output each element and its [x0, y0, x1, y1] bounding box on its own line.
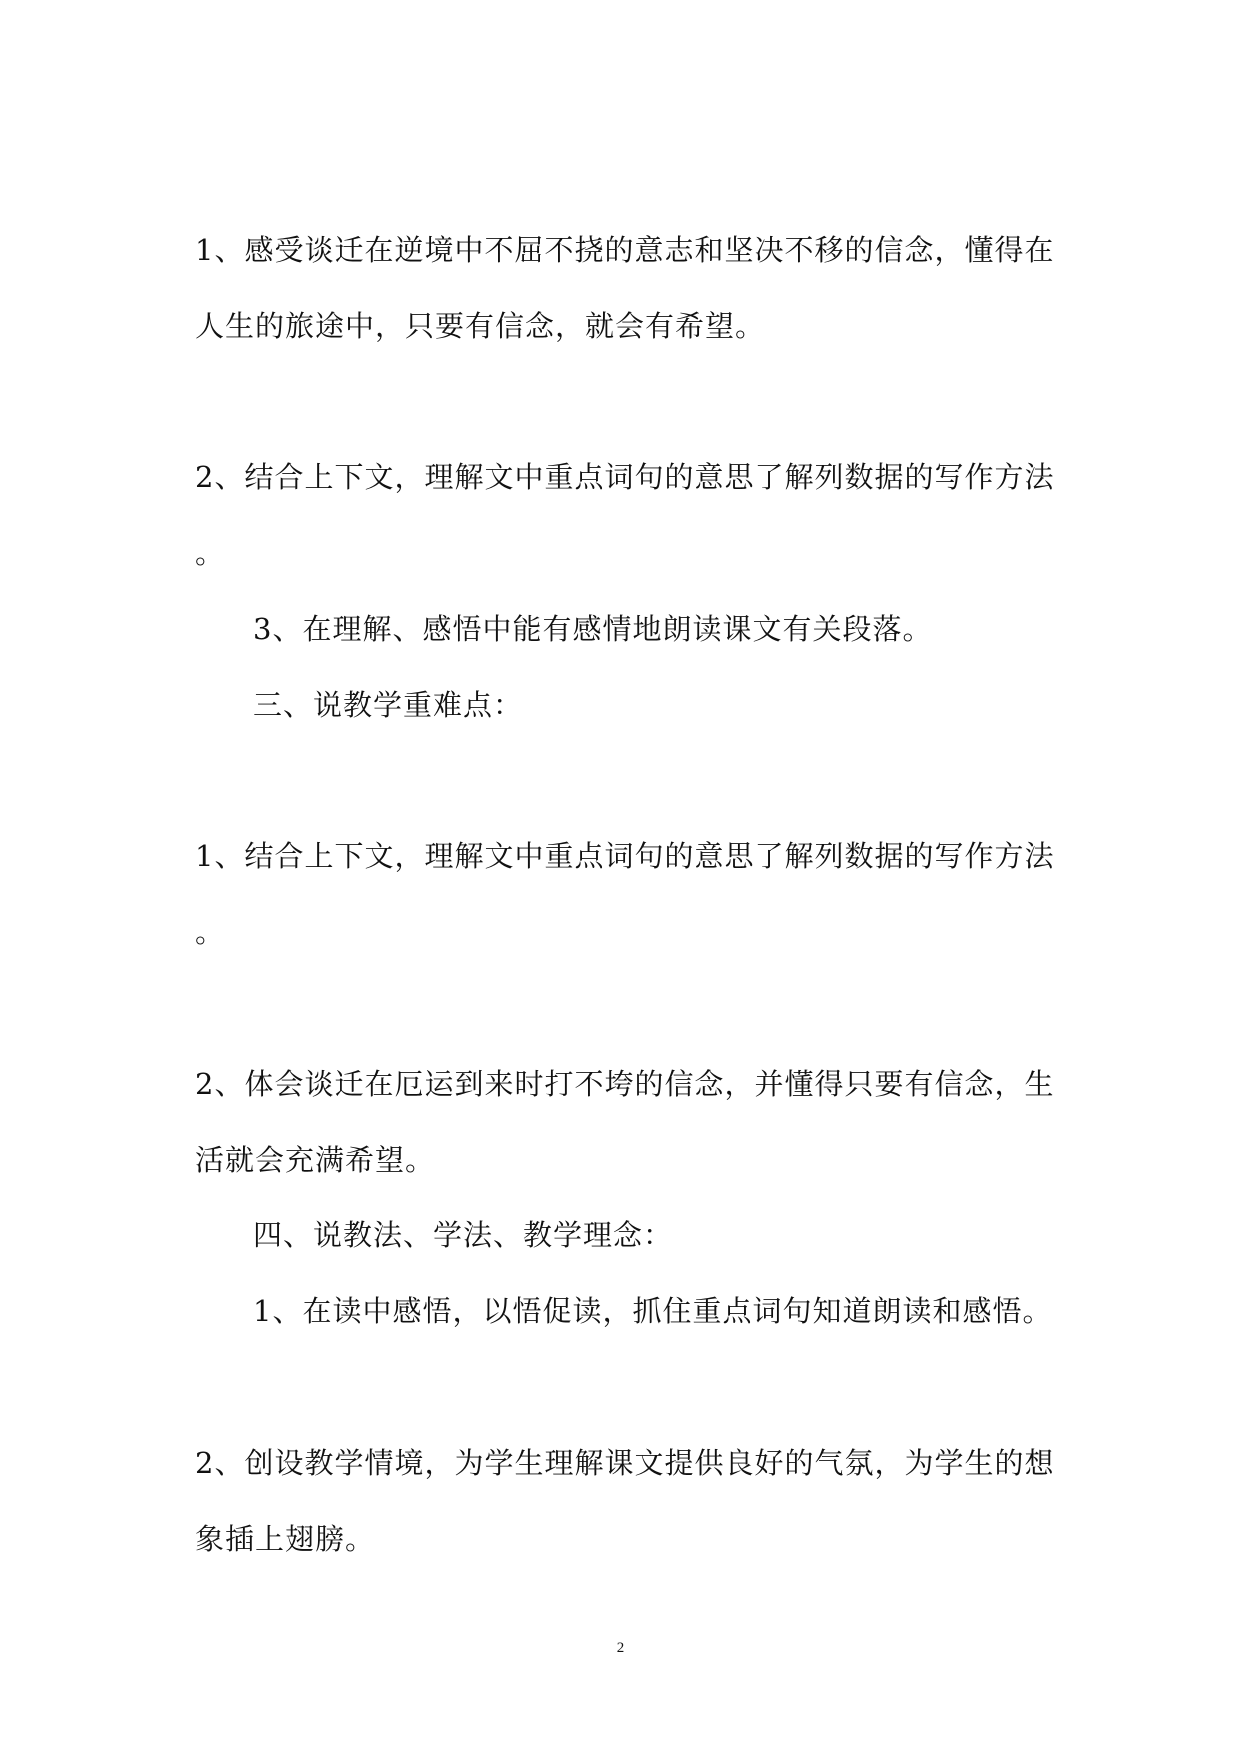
paragraph-line: 1、结合上下文，理解文中重点词句的意思了解列数据的写作方法 — [195, 839, 1055, 873]
section-heading: 三、说教学重难点： — [253, 688, 524, 722]
page-number: 2 — [616, 1640, 625, 1656]
paragraph-line: 。 — [195, 915, 226, 949]
paragraph-line: 活就会充满希望。 — [195, 1143, 436, 1177]
paragraph-line: 1、在读中感悟，以悟促读，抓住重点词句知道朗读和感悟。 — [253, 1294, 1053, 1328]
paragraph-line: 人生的旅途中，只要有信念，就会有希望。 — [195, 309, 766, 343]
paragraph-line: 1、感受谈迁在逆境中不屈不挠的意志和坚决不移的信念，懂得在 — [195, 233, 1055, 267]
paragraph-line: 。 — [195, 536, 226, 570]
section-heading: 四、说教法、学法、教学理念： — [253, 1218, 674, 1252]
paragraph-line: 3、在理解、感悟中能有感情地朗读课文有关段落。 — [253, 612, 933, 646]
paragraph-line: 2、结合上下文，理解文中重点词句的意思了解列数据的写作方法 — [195, 460, 1055, 494]
paragraph-line: 2、体会谈迁在厄运到来时打不垮的信念，并懂得只要有信念，生 — [195, 1067, 1055, 1101]
paragraph-line: 象插上翅膀。 — [195, 1522, 376, 1556]
paragraph-line: 2、创设教学情境，为学生理解课文提供良好的气氛，为学生的想 — [195, 1446, 1055, 1480]
